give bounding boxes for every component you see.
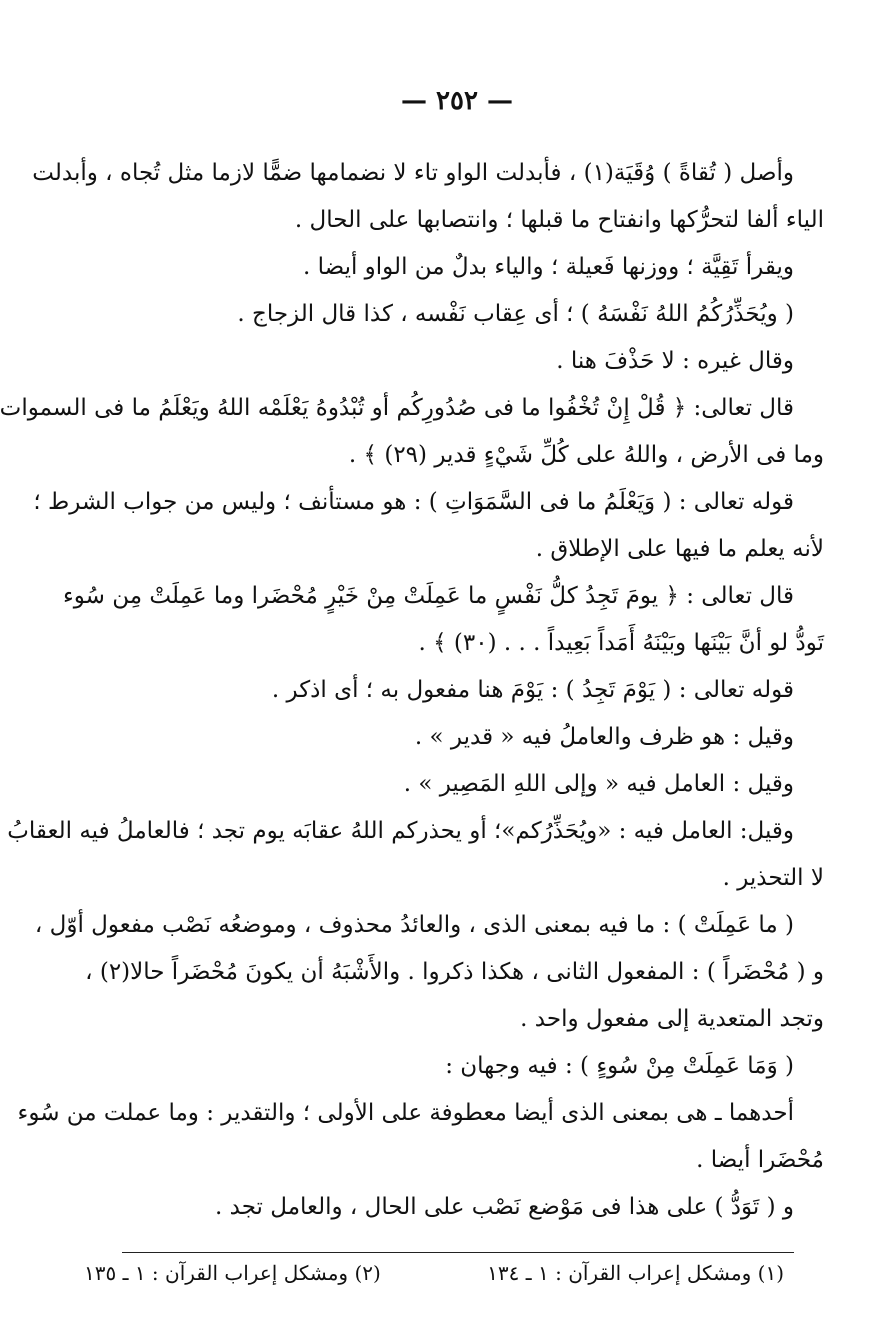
text-line: وأصل ( تُقاةً ) وُقَيَة(١) ، فأبدلت الواو تاء لا نضمامها ضمًّا لازما مثل تُجاه ، وأبدلت	[32, 160, 794, 186]
text-line: وتجد المتعدية إلى مفعول واحد .	[520, 1006, 824, 1032]
text-line: قال تعالى : ﴿ يومَ تَجِدُ كلُّ نَفْسٍ ما عَمِلَتْ مِنْ خَيْرٍ مُحْضَرا وما عَمِلَتْ مِن سُوء	[62, 583, 794, 609]
footnote-2: (٢) ومشكل إعراب القرآن : ١ ـ ١٣٥	[84, 1261, 381, 1285]
footnotes	[84, 1261, 784, 1285]
text-line: قوله تعالى : ( يَوْمَ تَجِدُ ) : يَوْمَ هنا مفعول به ؛ أى اذكر .	[271, 677, 794, 703]
text-line: أحدهما ـ هى بمعنى الذى أيضا معطوفة على الأولى ؛ والتقدير : وما عملت من سُوء	[17, 1100, 794, 1126]
text-line: لأنه يعلم ما فيها على الإطلاق .	[535, 536, 824, 562]
text-line: وما فى الأرض ، واللهُ على كُلِّ شَيْءٍ قدير (٢٩) ﴾ .	[348, 442, 824, 468]
text-line: قال تعالى: ﴿ قُلْ إِنْ تُخْفُوا ما فى صُدُورِكُم أو تُبْدُوهُ يَعْلَمْه اللهُ ويَعْلَمُ ما فى السموات	[0, 395, 794, 421]
text-line: تَودُّ لو أنَّ بَيْنَها وبَيْنَهُ أَمَداً بَعِيداً . . . (٣٠) ﴾ .	[418, 630, 824, 656]
footnote-divider	[122, 1252, 794, 1253]
text-line: وقيل : هو ظرف والعاملُ فيه « قدير » .	[414, 724, 794, 750]
text-line: مُحْضَرا أيضا .	[696, 1147, 824, 1173]
text-line: و ( تَوَدُّ ) على هذا فى مَوْضع نَصْب على الحال ، والعامل تجد .	[215, 1194, 794, 1220]
text-line: ( ويُحَذِّرُكُمُ اللهُ نَفْسَهُ ) ؛ أى عِقاب نَفْسه ، كذا قال الزجاج .	[237, 301, 794, 327]
text-line: ( ما عَمِلَتْ ) : ما فيه بمعنى الذى ، والعائدُ محذوف ، وموضعُه نَصْب مفعول أوّل ،	[34, 912, 794, 938]
text-line: ( وَمَا عَمِلَتْ مِنْ سُوءٍ ) : فيه وجهان :	[445, 1053, 794, 1079]
page-number: — ٢٥٢ —	[400, 86, 514, 116]
body-text	[0, 150, 824, 1231]
text-line: لا التحذير .	[722, 865, 824, 891]
text-line: وقيل : العامل فيه « وإلى اللهِ المَصِير » .	[403, 771, 794, 797]
text-line: قوله تعالى : ( وَيَعْلَمُ ما فى السَّمَوَاتِ ) : هو مستأنف ؛ وليس من جواب الشرط ؛	[33, 489, 794, 515]
text-line: و ( مُحْضَراً ) : المفعول الثانى ، هكذا ذكروا . والأَشْبَهُ أن يكونَ مُحْضَراً حالا(٢) ،	[85, 959, 824, 985]
footnote-1: (١) ومشكل إعراب القرآن : ١ ـ ١٣٤	[487, 1261, 784, 1285]
text-line: وقال غيره : لا حَذْفَ هنا .	[556, 348, 794, 374]
text-line: الياء ألفا لتحرُّكها وانفتاح ما قبلها ؛ وانتصابها على الحال .	[294, 207, 824, 233]
text-line: وقيل: العامل فيه : «ويُحَذِّرُكم»؛ أو يحذركم اللهُ عقابَه يوم تجد ؛ فالعاملُ فيه العقابُ	[7, 818, 794, 844]
text-line: ويقرأ تَقِيَّة ؛ ووزنها فَعيلة ؛ والياء بدلٌ من الواو أيضا .	[303, 254, 794, 280]
